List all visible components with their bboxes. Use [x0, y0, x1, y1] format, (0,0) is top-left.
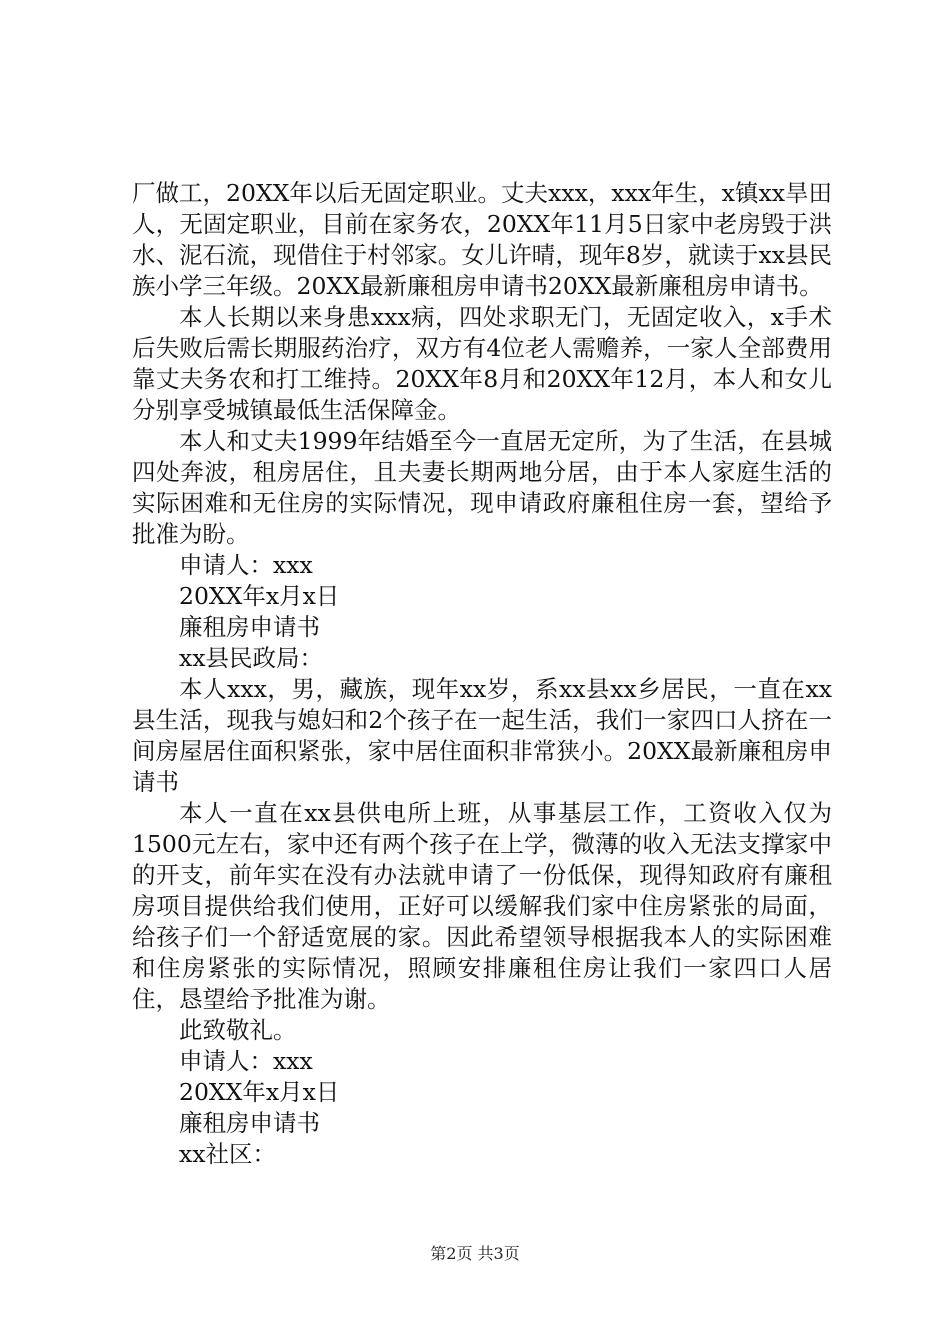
page-number: 第2页 共3页 — [430, 1244, 520, 1263]
salutation: xx社区： — [179, 1140, 277, 1168]
closing-line: 此致敬礼。 — [179, 1016, 297, 1044]
document-body — [132, 178, 832, 1170]
date-line: 20XX年x月x日 — [179, 582, 340, 610]
paragraph: 本人xxx，男，藏族，现年xx岁，系xx县xx乡居民，一直在xx县生活，现我与媳妇和2个孩子在一起生活，我们一家四口人挤在一间房屋居住面积紧张，家中居住面积非常狭小。20XX最新廉租房申请书 — [132, 675, 832, 796]
paragraph: 厂做工，20XX年以后无固定职业。丈夫xxx，xxx年生，x镇xx旱田人，无固定职业，目前在家务农，20XX年11月5日家中老房毁于洪水、泥石流，现借住于村邻家。女儿许晴，现年8岁，就读于xx县民族小学三年级。20XX最新廉租房申请书20XX最新廉租房申请书。 — [132, 179, 832, 300]
applicant-line: 申请人：xxx — [179, 551, 313, 579]
salutation: xx县民政局： — [179, 644, 324, 672]
paragraph: 本人一直在xx县供电所上班，从事基层工作，工资收入仅为1500元左右，家中还有两个孩子在上学，微薄的收入无法支撑家中的开支，前年实在没有办法就申请了一份低保，现得知政府有廉租房项目提供给我们使用，正好可以缓解我们家中住房紧张的局面，给孩子们一个舒适宽展的家。因此希望领导根据我本人的实际困难和住房紧张的实际情况，照顾安排廉租住房让我们一家四口人居住，恳望给予批准为谢。 — [132, 799, 832, 1013]
section-title: 廉租房申请书 — [179, 613, 320, 641]
applicant-line: 申请人：xxx — [179, 1047, 313, 1075]
paragraph: 本人和丈夫1999年结婚至今一直居无定所，为了生活，在县城四处奔波，租房居住，且夫妻长期两地分居，由于本人家庭生活的实际困难和无住房的实际情况，现申请政府廉租住房一套，望给予批准为盼。 — [132, 427, 832, 548]
date-line: 20XX年x月x日 — [179, 1078, 340, 1106]
paragraph: 本人长期以来身患xxx病，四处求职无门，无固定收入，x手术后失败后需长期服药治疗，双方有4位老人需赡养，一家人全部费用靠丈夫务农和打工维持。20XX年8月和20XX年12月，本人和女儿分别享受城镇最低生活保障金。 — [132, 303, 832, 424]
section-title: 廉租房申请书 — [179, 1109, 320, 1137]
